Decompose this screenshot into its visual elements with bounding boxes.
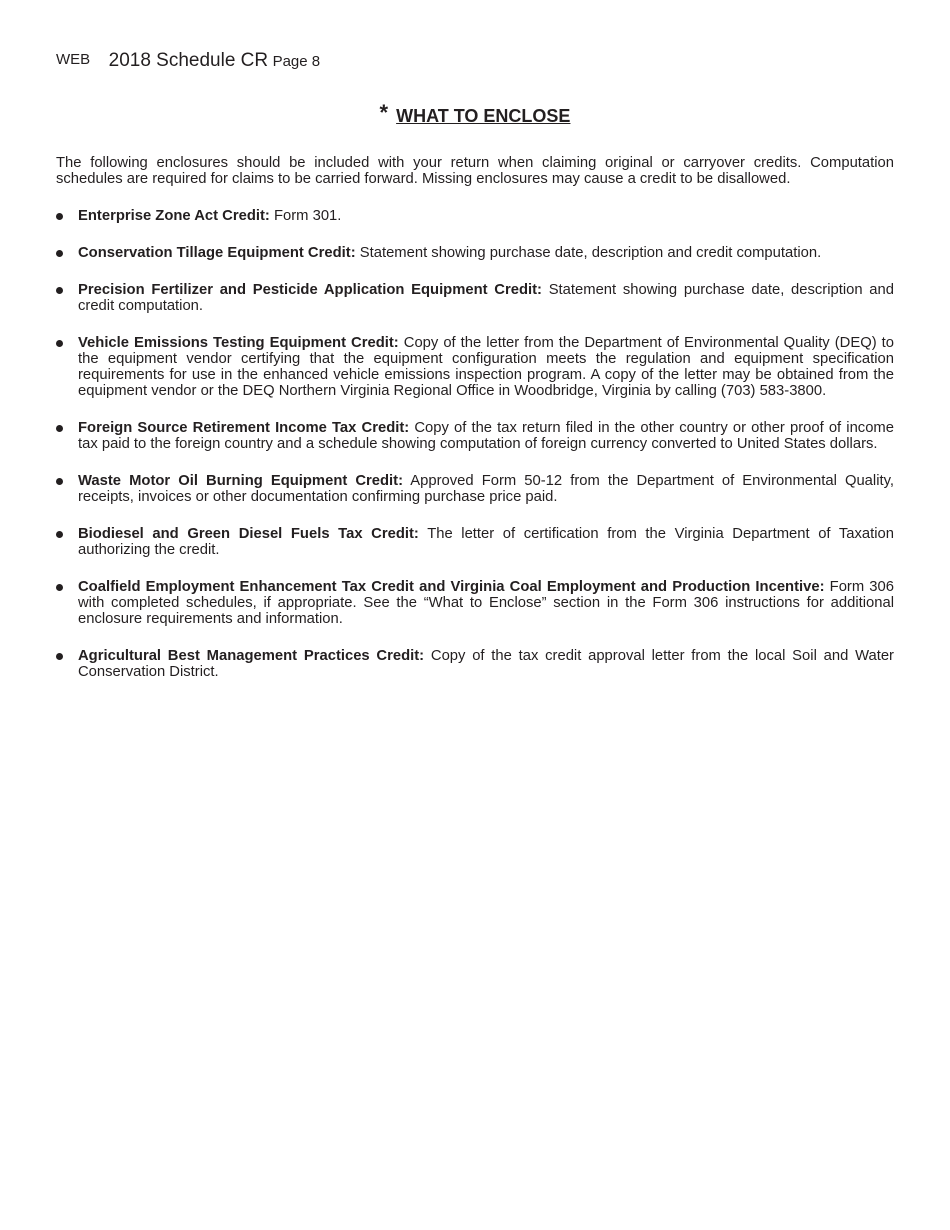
- bullet-icon: [56, 531, 63, 538]
- web-label: WEB: [56, 51, 91, 68]
- page-number: Page 8: [272, 53, 321, 70]
- credit-name: Biodiesel and Green Diesel Fuels Tax Credit:: [78, 526, 419, 542]
- bullet-icon: [56, 287, 63, 294]
- list-item: [56, 208, 894, 224]
- bullet-icon: [56, 340, 63, 347]
- section-heading: WHAT TO ENCLOSE: [396, 106, 571, 126]
- bullet-icon: [56, 213, 63, 220]
- enclosure-description: Statement showing purchase date, description and credit computation.: [78, 282, 894, 314]
- enclosure-description: Form 301.: [273, 208, 342, 224]
- credit-name: Enterprise Zone Act Credit:: [78, 208, 270, 224]
- intro-paragraph: The following enclosures should be included with your return when claiming original or carryover credits. Computation schedules are required for claims to be carried forward. Missing enclosures may cause a credit to be disallowed.: [56, 155, 894, 187]
- list-item: [56, 335, 894, 399]
- enclosure-list: [56, 208, 894, 701]
- credit-name: Precision Fertilizer and Pesticide Application Equipment Credit:: [78, 282, 542, 298]
- enclosure-description: Copy of the tax credit approval letter from the local Soil and Water Conservation District.: [78, 648, 894, 680]
- list-item: [56, 282, 894, 314]
- bullet-icon: [56, 653, 63, 660]
- credit-name: Foreign Source Retirement Income Tax Credit:: [78, 420, 410, 436]
- list-item: [56, 473, 894, 505]
- enclosure-description: Copy of the letter from the Department of Environmental Quality (DEQ) to the equipment vendor certifying that the equipment configuration meets the regulation and equipment specification requirements for use in the enhanced vehicle emissions inspection program. A copy of the letter may be obtained from the equipment vendor or the DEQ Northern Virginia Regional Office in Woodbridge, Virginia by calling (703) 583-3800.: [78, 335, 895, 399]
- bullet-icon: [56, 584, 63, 591]
- bullet-icon: [56, 250, 63, 257]
- bullet-icon: [56, 425, 63, 432]
- list-item: [56, 648, 894, 680]
- list-item: [56, 420, 894, 452]
- enclosure-description: The letter of certification from the Virginia Department of Taxation authorizing the credit.: [78, 526, 894, 558]
- enclosure-description: Form 306 with completed schedules, if appropriate. See the “What to Enclose” section in the Form 306 instructions for additional enclosure requirements and information.: [78, 579, 894, 627]
- enclosure-description: Approved Form 50-12 from the Department of Environmental Quality, receipts, invoices or other documentation confirming purchase price paid.: [78, 473, 895, 505]
- credit-name: Coalfield Employment Enhancement Tax Credit and Virginia Coal Employment and Production Incentive:: [78, 579, 825, 595]
- page-header: [56, 50, 320, 72]
- credit-name: Waste Motor Oil Burning Equipment Credit:: [78, 473, 404, 489]
- schedule-title: 2018 Schedule CR: [108, 50, 269, 71]
- enclosure-description: Copy of the tax return filed in the other country or other proof of income tax paid to the foreign country and a schedule showing computation of foreign currency converted to United States dollars.: [78, 420, 894, 452]
- list-item: [56, 526, 894, 558]
- credit-name: Agricultural Best Management Practices Credit:: [78, 648, 425, 664]
- list-item: [56, 579, 894, 627]
- section-title: [0, 100, 950, 127]
- credit-name: Conservation Tillage Equipment Credit:: [78, 245, 356, 261]
- enclosure-description: Statement showing purchase date, description and credit computation.: [359, 245, 822, 261]
- credit-name: Vehicle Emissions Testing Equipment Credit:: [78, 335, 399, 351]
- asterisk-marker: *: [379, 100, 389, 125]
- bullet-icon: [56, 478, 63, 485]
- list-item: [56, 245, 894, 261]
